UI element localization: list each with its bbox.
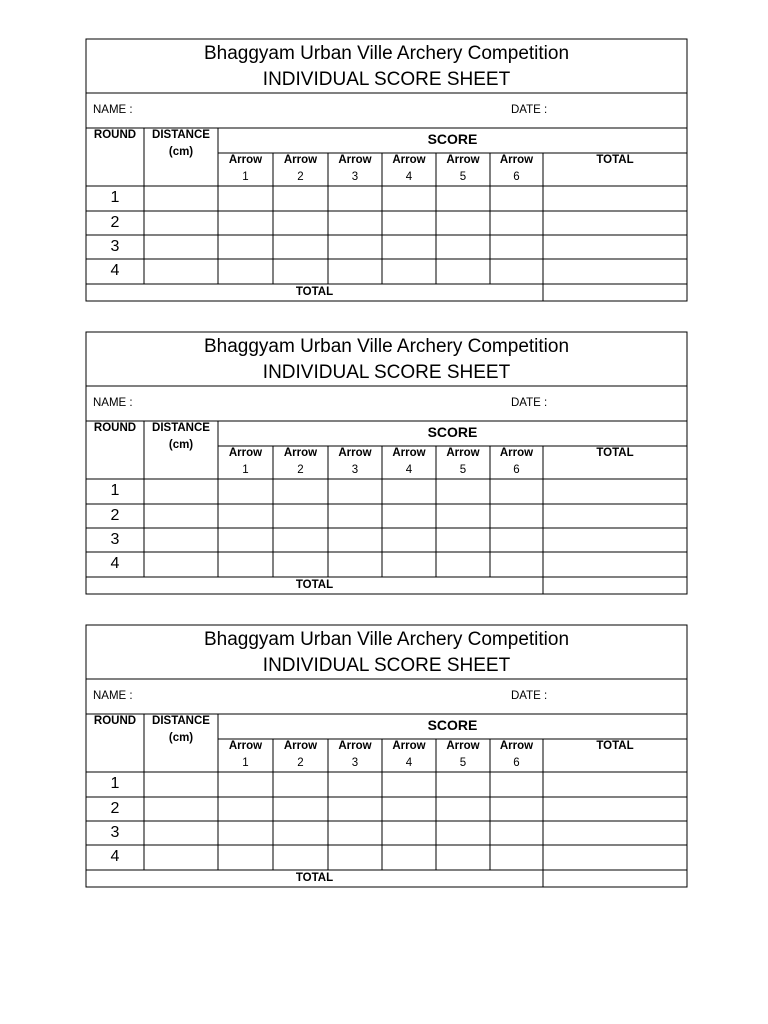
arrow-header-number: 6 [513, 170, 520, 183]
round-number: 1 [110, 774, 120, 792]
round-number: 1 [110, 481, 120, 499]
arrow-header-label: Arrow [228, 446, 263, 459]
arrow-header-label: Arrow [446, 739, 480, 752]
sheet-subtitle: INDIVIDUAL SCORE SHEET [262, 68, 511, 90]
score-sheet [86, 332, 687, 594]
arrow-header-number: 1 [242, 170, 249, 183]
arrow-header-number: 3 [351, 463, 359, 476]
arrow-header-number: 6 [513, 463, 520, 476]
arrow-header-label: Arrow [228, 153, 263, 166]
date-label: DATE : [511, 396, 548, 409]
round-total-header: TOTAL [596, 739, 634, 752]
round-number: 4 [110, 847, 120, 865]
arrow-header-label: Arrow [338, 739, 372, 752]
round-total-header: TOTAL [596, 446, 634, 459]
arrow-header-number: 3 [351, 756, 359, 769]
arrow-header-number: 5 [459, 463, 467, 476]
arrow-header-label: Arrow [499, 153, 534, 166]
sheet-subtitle: INDIVIDUAL SCORE SHEET [262, 654, 511, 676]
arrow-header-label: Arrow [392, 446, 426, 459]
score-sheet [86, 625, 687, 887]
arrow-header-number: 3 [351, 170, 359, 183]
round-number: 1 [110, 188, 120, 206]
arrow-header-number: 5 [459, 756, 467, 769]
date-label: DATE : [511, 103, 548, 116]
round-number: 3 [110, 237, 120, 255]
round-number: 2 [110, 799, 120, 817]
arrow-header-number: 4 [405, 463, 413, 476]
footer-total-label: TOTAL [295, 285, 334, 298]
sheet-title: Bhaggyam Urban Ville Archery Competition [203, 42, 570, 64]
arrow-header-label: Arrow [499, 446, 534, 459]
arrow-header-number: 1 [242, 756, 249, 769]
round-number: 2 [110, 506, 120, 524]
footer-total-label: TOTAL [295, 578, 334, 591]
footer-total-label: TOTAL [295, 871, 334, 884]
arrow-header-number: 1 [242, 463, 249, 476]
round-header: ROUND [93, 421, 137, 434]
arrow-header-label: Arrow [283, 739, 318, 752]
distance-unit: (cm) [168, 438, 194, 451]
round-header: ROUND [93, 714, 137, 727]
arrow-header-label: Arrow [283, 153, 318, 166]
score-sheet [86, 39, 687, 301]
round-total-header: TOTAL [596, 153, 634, 166]
name-label: NAME : [93, 103, 133, 116]
arrow-header-label: Arrow [392, 739, 426, 752]
arrow-header-label: Arrow [228, 739, 263, 752]
arrow-header-label: Arrow [446, 153, 480, 166]
score-header: SCORE [427, 423, 478, 440]
round-number: 3 [110, 823, 120, 841]
round-number: 4 [110, 261, 120, 279]
sheet-subtitle: INDIVIDUAL SCORE SHEET [262, 361, 511, 383]
arrow-header-number: 4 [405, 756, 413, 769]
score-header: SCORE [427, 716, 478, 733]
distance-header: DISTANCE [152, 128, 210, 141]
distance-unit: (cm) [168, 145, 194, 158]
distance-header: DISTANCE [152, 421, 210, 434]
name-label: NAME : [93, 689, 133, 702]
arrow-header-number: 6 [513, 756, 520, 769]
sheet-title: Bhaggyam Urban Ville Archery Competition [203, 335, 570, 357]
distance-header: DISTANCE [152, 714, 210, 727]
round-number: 4 [110, 554, 120, 572]
date-label: DATE : [511, 689, 548, 702]
arrow-header-label: Arrow [283, 446, 318, 459]
round-number: 2 [110, 213, 120, 231]
arrow-header-number: 2 [297, 756, 304, 769]
arrow-header-label: Arrow [338, 153, 372, 166]
score-header: SCORE [427, 130, 478, 147]
distance-unit: (cm) [168, 731, 194, 744]
arrow-header-number: 2 [297, 170, 304, 183]
arrow-header-label: Arrow [392, 153, 426, 166]
name-label: NAME : [93, 396, 133, 409]
sheet-title: Bhaggyam Urban Ville Archery Competition [203, 628, 570, 650]
arrow-header-label: Arrow [499, 739, 534, 752]
round-header: ROUND [93, 128, 137, 141]
arrow-header-label: Arrow [338, 446, 372, 459]
arrow-header-label: Arrow [446, 446, 480, 459]
round-number: 3 [110, 530, 120, 548]
arrow-header-number: 5 [459, 170, 467, 183]
arrow-header-number: 2 [297, 463, 304, 476]
arrow-header-number: 4 [405, 170, 413, 183]
